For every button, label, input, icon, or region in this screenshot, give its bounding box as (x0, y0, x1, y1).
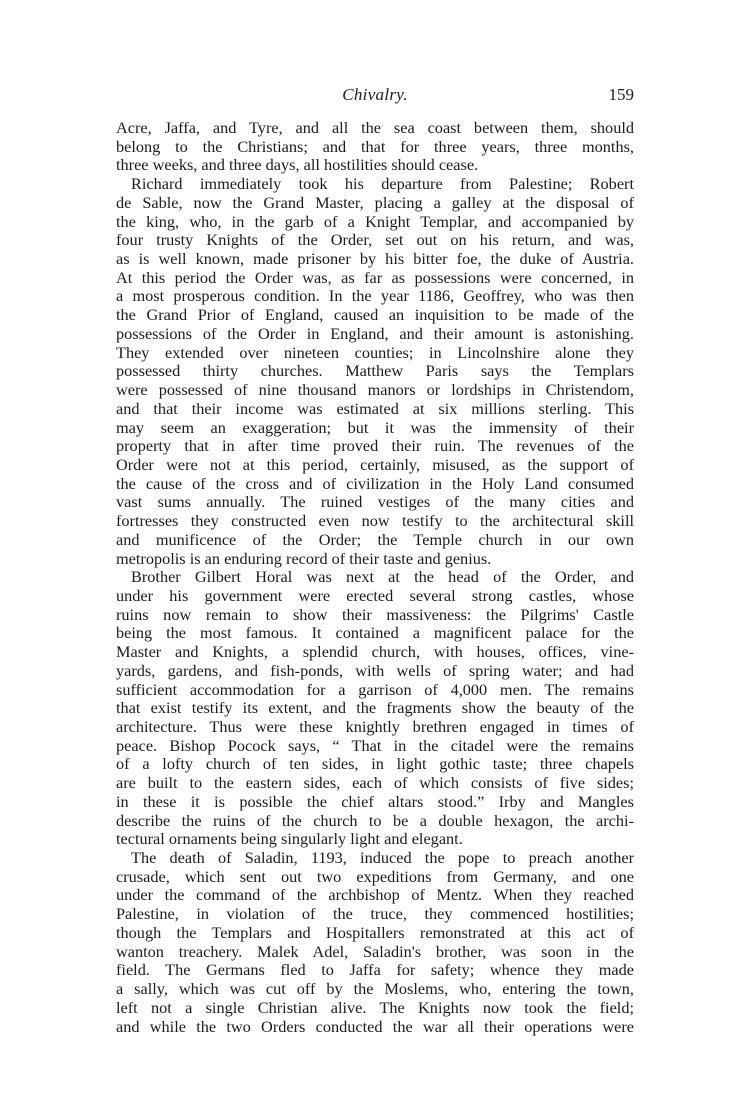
text-line: though the Templars and Hospitallers remonstrated at this act of (116, 922, 634, 942)
paragraph-2 (116, 175, 634, 568)
text-line: metropolis is an enduring record of their taste and genius. (116, 548, 492, 568)
text-line: are built to the eastern sides, each of which consists of five sides; (116, 773, 634, 793)
text-line: Palestine, in violation of the truce, they commenced hostilities; (116, 904, 634, 924)
text-line: were possessed of nine thousand manors or lordships in Christendom, (116, 380, 634, 400)
text-line: sufficient accommodation for a garrison of 4,000 men. The remains (116, 679, 634, 699)
text-line: wanton treachery. Malek Adel, Saladin's brother, was soon in the (116, 941, 634, 961)
text-line: under the command of the archbishop of Mentz. When they reached (116, 885, 634, 905)
text-line: four trusty Knights of the Order, set out on his return, and was, (116, 230, 634, 250)
text-line: possessed thirty churches. Matthew Paris says the Templars (116, 361, 634, 381)
text-line: field. The Germans fled to Jaffa for safety; whence they made (116, 960, 634, 980)
text-line: a most prosperous condition. In the year 1186, Geoffrey, who was then (116, 286, 634, 306)
text-line: the Grand Prior of England, caused an inquisition to be made of the (116, 305, 634, 325)
text-line: three weeks, and three days, all hostilities should cease. (116, 155, 479, 175)
text-line: under his government were erected several strong castles, whose (116, 585, 634, 605)
text-line: vast sums annually. The ruined vestiges of the many cities and (116, 492, 634, 512)
text-line: being the most famous. It contained a magnificent palace for the (116, 623, 634, 643)
text-line: and that their income was estimated at six millions sterling. This (116, 398, 634, 418)
text-line: and while the two Orders conducted the war all their operations were (116, 1016, 634, 1036)
body-text (116, 119, 634, 1036)
text-line: that exist testify its extent, and the fragments show the beauty of the (116, 698, 634, 718)
text-line: in these it is possible the chief altars stood.” Irby and Mangles (116, 791, 634, 811)
text-line: left not a single Christian alive. The Knights now took the field; (116, 997, 634, 1017)
text-line: yards, gardens, and fish-ponds, with wells of spring water; and had (116, 660, 634, 680)
text-line: a sally, which was cut off by the Moslems, who, entering the town, (116, 979, 634, 999)
text-line: They extended over nineteen counties; in Lincolnshire alone they (116, 342, 634, 362)
running-head (116, 85, 634, 109)
text-line: peace. Bishop Pocock says, “ That in the citadel were the remains (116, 735, 634, 755)
text-line: of a lofty church of ten sides, in light gothic taste; three chapels (116, 754, 634, 774)
text-line: possessions of the Order in England, and their amount is astonishing. (116, 323, 634, 343)
text-line: as is well known, made prisoner by his bitter foe, the duke of Austria. (116, 249, 634, 269)
text-line: may seem an exaggeration; but it was the immensity of their (116, 417, 634, 437)
running-title: Chivalry. (342, 85, 408, 104)
text-line: property that in after time proved their ruin. The revenues of the (116, 436, 634, 456)
text-line: tectural ornaments being singularly light and elegant. (116, 829, 463, 849)
text-line: architecture. Thus were these knightly brethren engaged in times of (116, 717, 634, 736)
text-line: ruins now remain to show their massiveness: the Pilgrims' Castle (116, 604, 634, 624)
text-line: de Sable, now the Grand Master, placing a galley at the disposal of (116, 192, 634, 212)
text-line: and munificence of the Order; the Temple church in our own (116, 529, 634, 549)
paragraph-3 (116, 568, 634, 849)
text-line: Master and Knights, a splendid church, with houses, offices, vine- (116, 642, 634, 662)
text-line: Acre, Jaffa, and Tyre, and all the sea coast between them, should (116, 118, 634, 137)
text-line: the cause of the cross and of civilization in the Holy Land consumed (116, 473, 634, 493)
paragraph-1 (116, 119, 634, 175)
text-line: At this period the Order was, as far as possessions were concerned, in (116, 267, 634, 287)
page-number: 159 (608, 85, 634, 104)
text-line: belong to the Christians; and that for three years, three months, (116, 136, 634, 156)
paragraph-4 (116, 849, 634, 1036)
text-line: fortresses they constructed even now testify to the architectural skill (116, 511, 634, 531)
text-line: Richard immediately took his departure from Palestine; Robert (131, 174, 634, 194)
text-line: Order were not at this period, certainly, misused, as the support of (116, 454, 634, 474)
text-line: the king, who, in the garb of a Knight Templar, and accompanied by (116, 211, 634, 231)
text-line: The death of Saladin, 1193, induced the pope to preach another (131, 848, 634, 868)
text-line: crusade, which sent out two expeditions from Germany, and one (116, 866, 634, 886)
text-line: describe the ruins of the church to be a double hexagon, the archi- (116, 810, 634, 830)
text-line: Brother Gilbert Horal was next at the head of the Order, and (131, 567, 634, 587)
